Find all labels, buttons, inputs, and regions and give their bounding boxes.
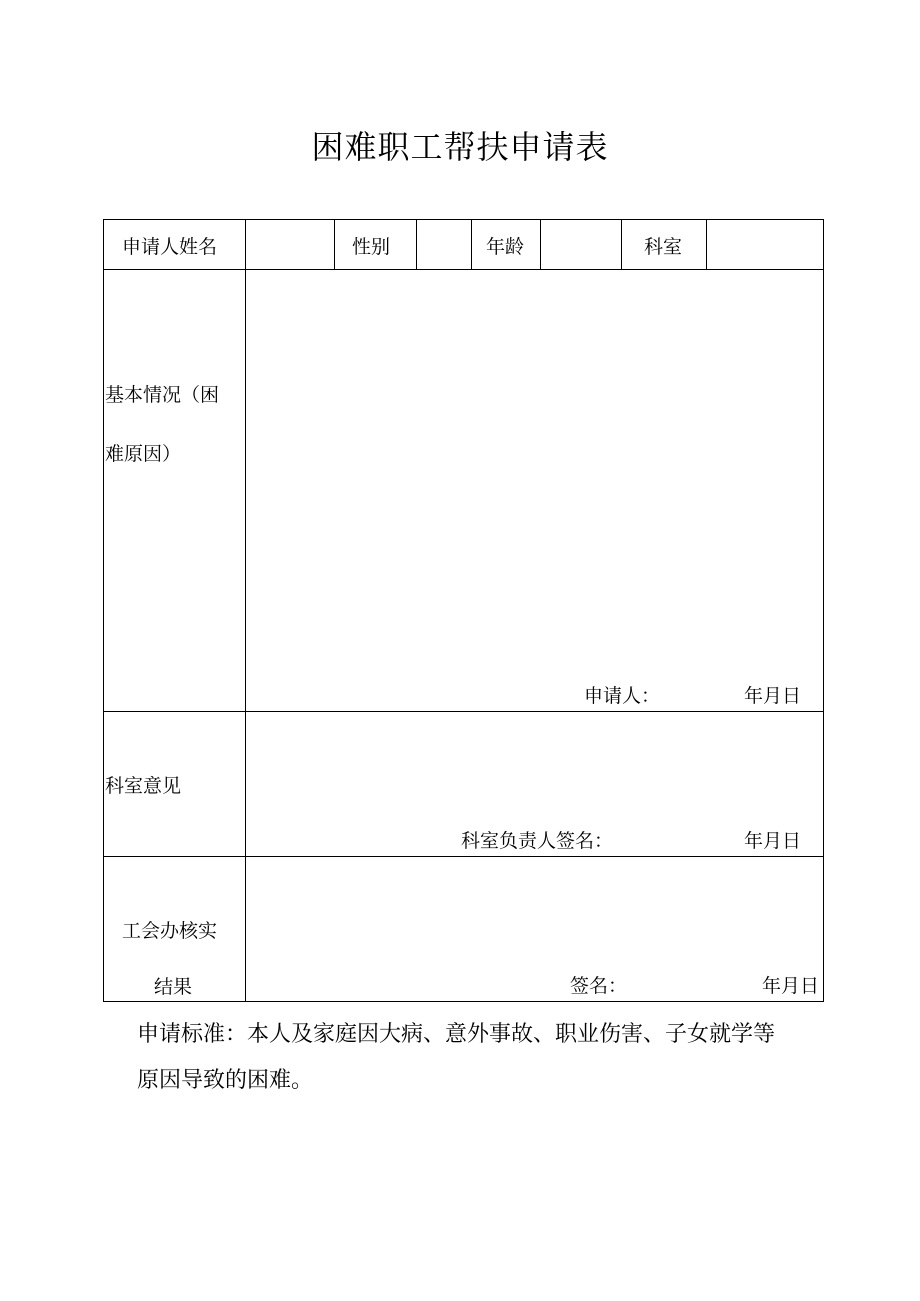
header-divider-3 (471, 220, 472, 269)
name-label: 申请人姓名 (122, 236, 218, 258)
header-divider-4 (540, 220, 541, 269)
union-verify-field[interactable] (247, 858, 821, 958)
age-field[interactable] (542, 222, 620, 267)
dept-opinion-label: 科室意见 (105, 775, 182, 797)
union-date-label: 年月日 (762, 975, 820, 997)
application-criteria-note (137, 1012, 827, 1104)
application-form (103, 219, 824, 1002)
row-divider-3 (104, 856, 823, 857)
name-field[interactable] (247, 222, 333, 267)
dept-label: 科室 (644, 236, 683, 258)
header-divider-6 (706, 220, 707, 269)
dept-field[interactable] (708, 222, 821, 267)
applicant-date-label: 年月日 (744, 685, 802, 707)
gender-field[interactable] (418, 222, 470, 267)
row-divider-1 (104, 269, 823, 270)
basic-situation-label-line1: 基本情况（困 (105, 384, 220, 406)
gender-label: 性别 (352, 236, 391, 258)
dept-head-sign-label: 科室负责人签名： (461, 830, 614, 852)
union-sign-label: 签名： (570, 975, 628, 997)
union-verify-label-line2: 结果 (154, 976, 193, 998)
basic-situation-field[interactable] (247, 271, 821, 671)
header-divider-5 (621, 220, 622, 269)
header-divider-2 (416, 220, 417, 269)
row-divider-2 (104, 711, 823, 712)
applicant-sign-label: 申请人： (584, 685, 661, 707)
dept-opinion-field[interactable] (247, 713, 821, 813)
page-title: 困难职工帮扶申请表 (311, 128, 609, 166)
basic-situation-label-line2: 难原因） (105, 443, 182, 465)
union-verify-label-line1: 工会办核实 (122, 920, 218, 942)
note-line-2: 原因导致的困难。 (137, 1068, 314, 1093)
note-line-1: 申请标准：本人及家庭因大病、意外事故、职业伤害、子女就学等 (137, 1022, 776, 1047)
label-column-divider (245, 220, 246, 1001)
age-label: 年龄 (486, 236, 525, 258)
header-divider-1 (334, 220, 335, 269)
dept-date-label: 年月日 (744, 830, 802, 852)
